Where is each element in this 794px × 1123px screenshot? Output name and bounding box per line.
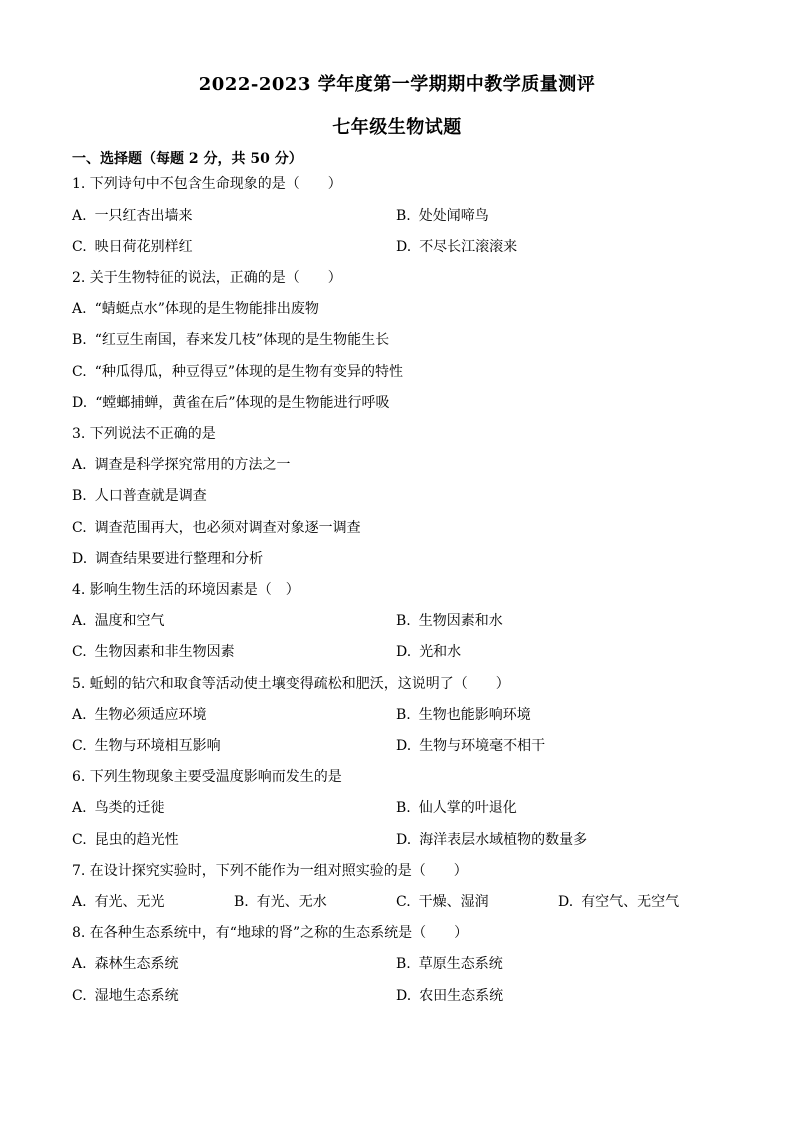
question-5-option-a	[72, 705, 207, 725]
option-key: D.	[558, 894, 574, 910]
exam-title: 2022-2023 学年度第一学期期中教学质量测评	[198, 74, 596, 95]
question-3-option-a	[72, 455, 291, 475]
question-8-stem: 8. 在各种生态系统中，有“地球的肾”之称的生态系统是（ ）	[72, 925, 469, 941]
option-text: 人口普查就是调查	[94, 488, 207, 504]
question-4-option-d	[396, 642, 461, 662]
option-key: A.	[72, 956, 87, 972]
option-key: B.	[234, 894, 249, 910]
question-7-option-b	[234, 892, 327, 912]
question-7-option-c	[396, 892, 489, 912]
question-2-option-b	[72, 330, 389, 350]
question-6-option-d	[396, 830, 587, 850]
option-text: 生物因素和非生物因素	[94, 644, 235, 660]
option-key: D.	[396, 644, 412, 660]
option-key: D.	[396, 832, 412, 848]
question-2-stem: 2. 关于生物特征的说法，正确的是（ ）	[72, 270, 342, 286]
option-key: B.	[396, 613, 411, 629]
question-6-stem: 6. 下列生物现象主要受温度影响而发生的是	[72, 769, 342, 785]
question-6-option-c	[72, 830, 179, 850]
option-text: 光和水	[419, 644, 462, 660]
question-2-option-c	[72, 362, 403, 382]
option-text: 生物因素和水	[418, 613, 503, 629]
question-4-option-b	[396, 611, 503, 631]
question-4-option-a	[72, 611, 165, 631]
question-1-stem: 1. 下列诗句中不包含生命现象的是（ ）	[72, 176, 342, 192]
question-1-option-c	[72, 237, 193, 257]
option-text: 处处闻啼鸟	[418, 208, 489, 224]
question-7-stem: 7. 在设计探究实验时，下列不能作为一组对照实验的是（ ）	[72, 863, 468, 879]
option-text: 有空气、无空气	[581, 894, 680, 910]
section-heading: 一、选择题（每题 2 分，共 50 分）	[72, 151, 303, 167]
option-key: A.	[72, 301, 87, 317]
option-text: 生物与环境相互影响	[94, 738, 221, 754]
question-5-stem: 5. 蚯蚓的钻穴和取食等活动使土壤变得疏松和肥沃，这说明了（ ）	[72, 676, 510, 692]
option-key: D.	[396, 738, 412, 754]
option-key: D.	[396, 239, 412, 255]
option-key: C.	[396, 894, 411, 910]
question-2-option-d	[72, 393, 390, 413]
option-key: C.	[72, 832, 87, 848]
question-3-option-d	[72, 549, 263, 569]
question-4-stem: 4. 影响生物生活的环境因素是（ ）	[72, 582, 300, 598]
exam-subtitle: 七年级生物试题	[332, 117, 462, 138]
option-text: 鸟类的迁徙	[94, 800, 165, 816]
option-text: 映日荷花别样红	[94, 239, 193, 255]
option-text: 农田生态系统	[419, 988, 504, 1004]
option-text: 一只红杏出墙来	[94, 208, 193, 224]
option-text: 昆虫的趋光性	[94, 832, 179, 848]
option-key: B.	[396, 956, 411, 972]
option-key: B.	[72, 332, 87, 348]
option-text: “种瓜得瓜，种豆得豆”体现的是生物有变异的特性	[94, 364, 403, 380]
question-2-option-a	[72, 299, 319, 319]
option-text: 有光、无光	[94, 894, 165, 910]
option-key: A.	[72, 894, 87, 910]
option-text: 海洋表层水域植物的数量多	[419, 832, 588, 848]
option-text: 草原生态系统	[418, 956, 503, 972]
question-8-option-b	[396, 954, 503, 974]
option-key: A.	[72, 707, 87, 723]
question-8-option-a	[72, 954, 179, 974]
option-key: C.	[72, 239, 87, 255]
option-text: “红豆生南国，春来发几枝”体现的是生物能生长	[94, 332, 390, 348]
question-7-option-d	[558, 892, 679, 912]
option-key: D.	[72, 395, 88, 411]
question-7-option-a	[72, 892, 165, 912]
option-text: “蜻蜓点水”体现的是生物能排出废物	[94, 301, 319, 317]
option-text: 干燥、湿润	[418, 894, 489, 910]
option-text: 温度和空气	[94, 613, 165, 629]
option-text: 生物必须适应环境	[94, 707, 207, 723]
option-text: 不尽长江滚滚来	[419, 239, 518, 255]
option-text: 仙人掌的叶退化	[418, 800, 517, 816]
option-key: C.	[72, 988, 87, 1004]
option-text: 调查结果要进行整理和分析	[95, 551, 264, 567]
question-8-option-d	[396, 986, 503, 1006]
question-8-option-c	[72, 986, 179, 1006]
option-text: 湿地生态系统	[94, 988, 179, 1004]
option-key: A.	[72, 457, 87, 473]
option-text: 调查是科学探究常用的方法之一	[94, 457, 291, 473]
option-key: B.	[396, 707, 411, 723]
question-1-option-b	[396, 206, 489, 226]
question-1-option-a	[72, 206, 193, 226]
question-1-option-d	[396, 237, 517, 257]
question-5-option-b	[396, 705, 531, 725]
question-6-option-a	[72, 798, 165, 818]
option-key: D.	[72, 551, 88, 567]
option-key: A.	[72, 800, 87, 816]
option-key: B.	[396, 208, 411, 224]
option-text: “螳螂捕蝉，黄雀在后”体现的是生物能进行呼吸	[95, 395, 390, 411]
question-4-option-c	[72, 642, 235, 662]
option-key: C.	[72, 520, 87, 536]
option-key: C.	[72, 738, 87, 754]
question-3-option-c	[72, 518, 361, 538]
option-key: D.	[396, 988, 412, 1004]
question-3-stem: 3. 下列说法不正确的是	[72, 426, 216, 442]
option-key: B.	[72, 488, 87, 504]
option-text: 有光、无水	[256, 894, 327, 910]
option-text: 生物与环境毫不相干	[419, 738, 546, 754]
option-text: 调查范围再大，也必须对调查对象逐一调查	[94, 520, 361, 536]
option-key: A.	[72, 208, 87, 224]
option-key: B.	[396, 800, 411, 816]
option-key: C.	[72, 644, 87, 660]
question-5-option-c	[72, 736, 221, 756]
option-key: A.	[72, 613, 87, 629]
question-5-option-d	[396, 736, 545, 756]
option-text: 生物也能影响环境	[418, 707, 531, 723]
option-key: C.	[72, 364, 87, 380]
question-6-option-b	[396, 798, 517, 818]
option-text: 森林生态系统	[94, 956, 179, 972]
question-3-option-b	[72, 486, 207, 506]
